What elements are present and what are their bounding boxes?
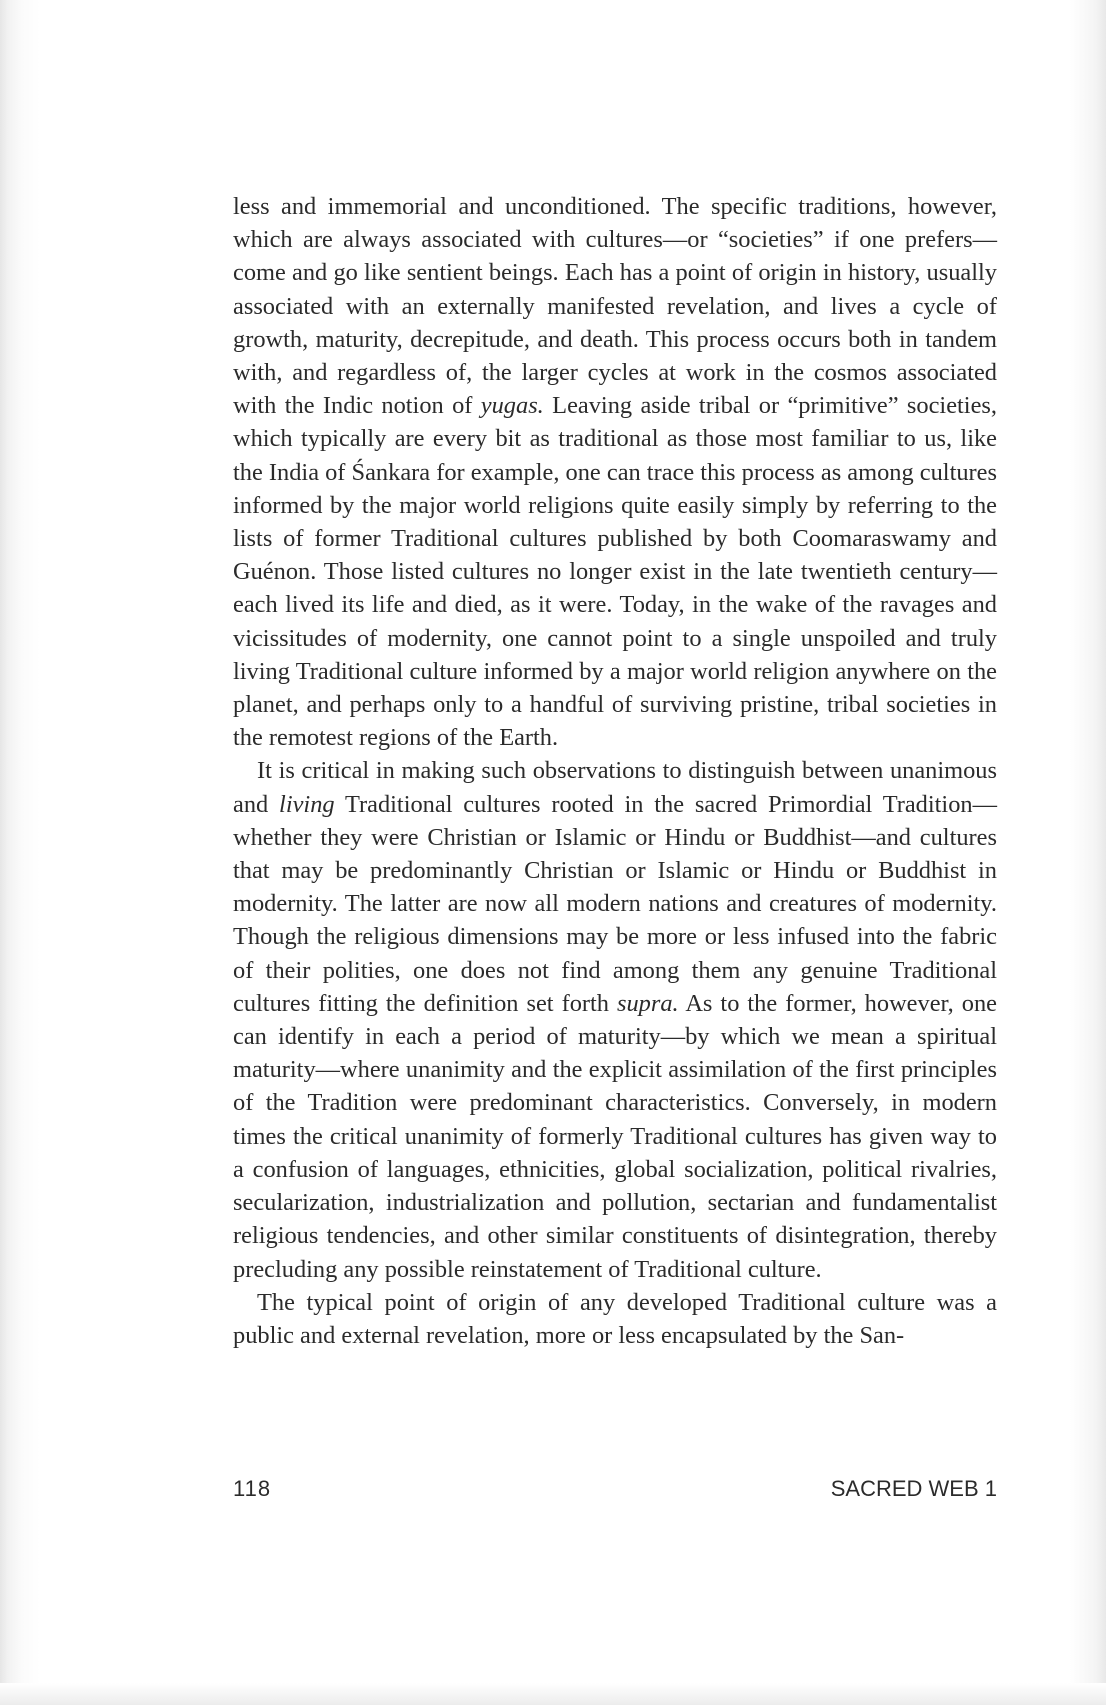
- paragraph-3: [233, 1286, 997, 1352]
- paragraph-2-run-3: Traditional cultures rooted in the sacred Primordial Tradition—whether they were Christian or Islamic or Hindu or Buddhist—and cultures that may be predominantly Christian or Islamic or Hindu or Buddhist in modernity. The latter are now all modern nations and creatures of modernity. Though the religious dimensions may be more or less infused into the fabric of their polities, one does not find among them any genuine Traditional cultures fitting the definition set forth: [233, 790, 997, 1017]
- paragraph-1-run-1: less and immemorial and unconditioned. The specific traditions, however, which are always associated with cultures—or “societies” if one prefers—come and go like sentient beings. Each has a point of origin in history, usually associated with an externally manifested revelation, and lives a cycle of growth, maturity, decrepitude, and death. This process occurs both in tandem with, and regardless of, the larger cycles at work in the cosmos associated with the Indic notion of: [233, 193, 997, 420]
- body-text: [233, 190, 997, 1352]
- scan-edge-right: [1070, 0, 1106, 1705]
- paragraph-2-run-5: As to the former, however, one can identify in each a period of maturity—by which we mean a spiritual maturity—where unanimity and the explicit assimilation of the first principles of the Tradition were predominant characteristics. Conversely, in modern times the critical unanimity of formerly Traditional cultures has given way to a confusion of languages, ethnicities, global socialization, political rivalries, secularization, industrialization and pollution, sectarian and fundamentalist religious tendencies, and other similar constituents of disintegration, thereby precluding any possible reinstatement of Traditional culture.: [233, 989, 997, 1283]
- scan-edge-left: [0, 0, 40, 1705]
- paragraph-3-run-1: The typical point of origin of any developed Traditional culture was a public and external revelation, more or less encapsulated by the San-: [233, 1288, 997, 1349]
- paragraph-2-italic-supra: supra.: [616, 989, 679, 1017]
- page-footer: [233, 1474, 997, 1504]
- paragraph-2-run-1: It is critical in making such observations to distinguish between unanimous and: [233, 757, 997, 818]
- scan-edge-bottom: [0, 1683, 1106, 1705]
- paragraph-1-italic-yugas: yugas.: [480, 392, 544, 420]
- running-footer-title: SACRED WEB 1: [830, 1476, 997, 1501]
- page-number: 118: [233, 1476, 272, 1501]
- paragraph-2: [233, 754, 997, 1285]
- paragraph-1-run-3: Leaving aside tribal or “primitive” societies, which typically are every bit as traditional as those most familiar to us, like the India of Śankara for example, one can trace this process as among cultures informed by the major world religions quite easily simply by referring to the lists of former Traditional cultures published by both Coomaraswamy and Guénon. Those listed cultures no longer exist in the late twentieth century—each lived its life and died, as it were. Today, in the wake of the ravages and vicissitudes of modernity, one cannot point to a single unspoiled and truly living Traditional culture informed by a major world religion anywhere on the planet, and perhaps only to a handful of surviving pristine, tribal societies in the remotest regions of the Earth.: [233, 392, 997, 752]
- paragraph-2-italic-living: living: [279, 790, 335, 818]
- paragraph-1: [233, 190, 997, 754]
